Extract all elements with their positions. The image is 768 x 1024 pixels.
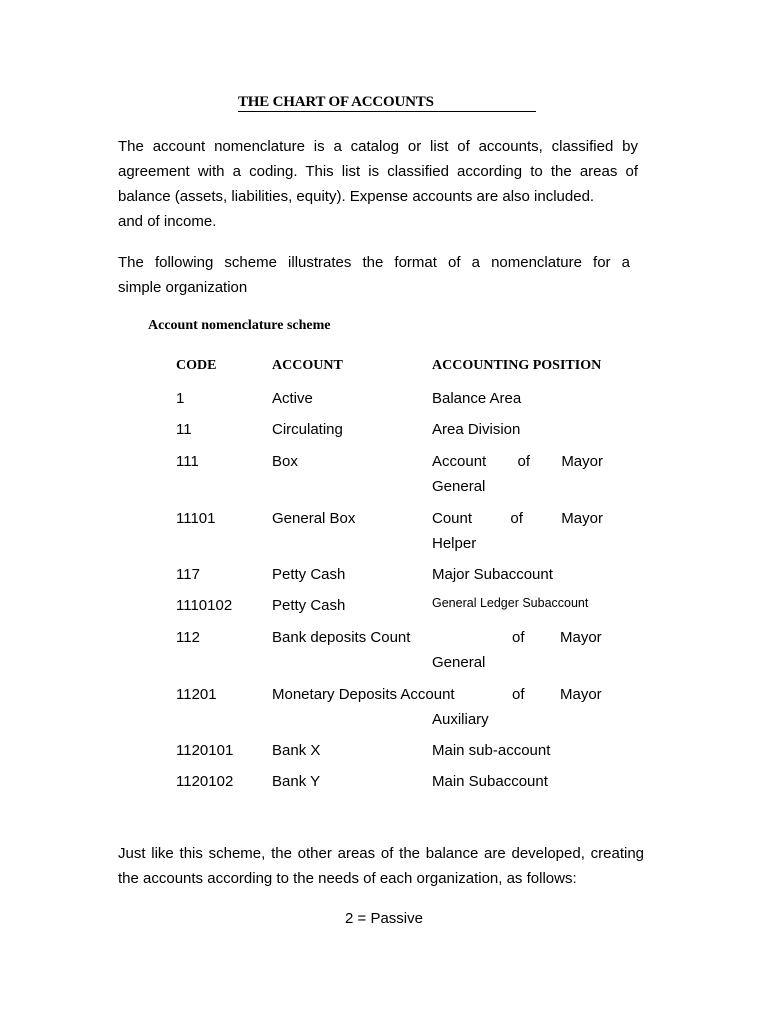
row-account: Circulating xyxy=(272,421,343,438)
row-account: General Box xyxy=(272,510,356,527)
closing-line: the accounts according to the needs of each organization, as follows: xyxy=(118,870,577,887)
scheme-heading-text: Account nomenclature scheme xyxy=(148,318,331,333)
row-code: 1120102 xyxy=(176,773,234,790)
position-word: of xyxy=(510,510,523,527)
row-account: Petty Cash xyxy=(272,566,346,583)
row-account: Bank X xyxy=(272,742,321,759)
intro-paragraph xyxy=(118,134,638,234)
row-code: 11201 xyxy=(176,686,217,703)
row-account: Active xyxy=(272,390,313,407)
position-word: of xyxy=(512,629,525,646)
row-account: Monetary Deposits Account xyxy=(272,686,455,703)
position-word: Mayor xyxy=(561,510,603,527)
row-position-continuation: Helper xyxy=(432,535,477,552)
intro-line: and of income. xyxy=(118,213,217,230)
row-position-continuation: General xyxy=(432,654,486,671)
closing-line: Just like this scheme, the other areas of the balance are developed, creating xyxy=(118,845,644,862)
row-code: 1120101 xyxy=(176,742,234,759)
row-account: Box xyxy=(272,453,298,470)
row-position: Main Subaccount xyxy=(432,773,548,790)
scheme-intro-paragraph xyxy=(118,250,630,300)
position-word: Account xyxy=(432,453,487,470)
position-word: Mayor xyxy=(560,629,602,646)
closing-paragraph xyxy=(118,841,644,891)
column-header-code: CODE xyxy=(176,358,217,373)
scheme-intro-line: The following scheme illustrates the format of a nomenclature for a xyxy=(118,254,630,271)
row-account: Bank Y xyxy=(272,773,321,790)
row-code: 1110102 xyxy=(176,597,233,614)
row-code: 11 xyxy=(176,421,192,438)
intro-line: balance (assets, liabilities, equity). Expense accounts are also included. xyxy=(118,188,595,205)
scheme-intro-line: simple organization xyxy=(118,279,248,296)
row-code: 112 xyxy=(176,629,200,646)
row-position xyxy=(432,449,603,474)
intro-line: agreement with a coding. This list is classified according to the areas of xyxy=(118,163,638,180)
title-underline xyxy=(238,111,536,112)
row-account: Bank deposits Count xyxy=(272,629,411,646)
column-header-account: ACCOUNT xyxy=(272,358,343,373)
intro-line: The account nomenclature is a catalog or list of accounts, classified by xyxy=(118,138,638,155)
row-code: 111 xyxy=(176,453,199,470)
document-title: THE CHART OF ACCOUNTS xyxy=(238,94,434,110)
row-position-continuation: General xyxy=(432,478,486,495)
row-code: 117 xyxy=(176,566,200,583)
position-word: Mayor xyxy=(560,686,602,703)
row-position: Balance Area xyxy=(432,390,522,407)
position-word: of xyxy=(517,453,531,470)
position-word: of xyxy=(512,686,525,703)
row-position xyxy=(432,506,603,531)
row-position: Major Subaccount xyxy=(432,566,553,583)
column-header-position: ACCOUNTING POSITION xyxy=(432,358,602,373)
row-position: General Ledger Subaccount xyxy=(432,596,589,610)
row-position: Area Division xyxy=(432,421,521,438)
position-word: Mayor xyxy=(561,453,603,470)
scheme-heading xyxy=(144,318,331,334)
row-code: 1 xyxy=(176,390,185,407)
row-position: Main sub-account xyxy=(432,742,551,759)
row-code: 11101 xyxy=(176,510,216,527)
passive-line: 2 = Passive xyxy=(345,910,423,927)
row-position-continuation: Auxiliary xyxy=(432,711,489,728)
position-word: Count xyxy=(432,510,473,527)
row-account: Petty Cash xyxy=(272,597,346,614)
